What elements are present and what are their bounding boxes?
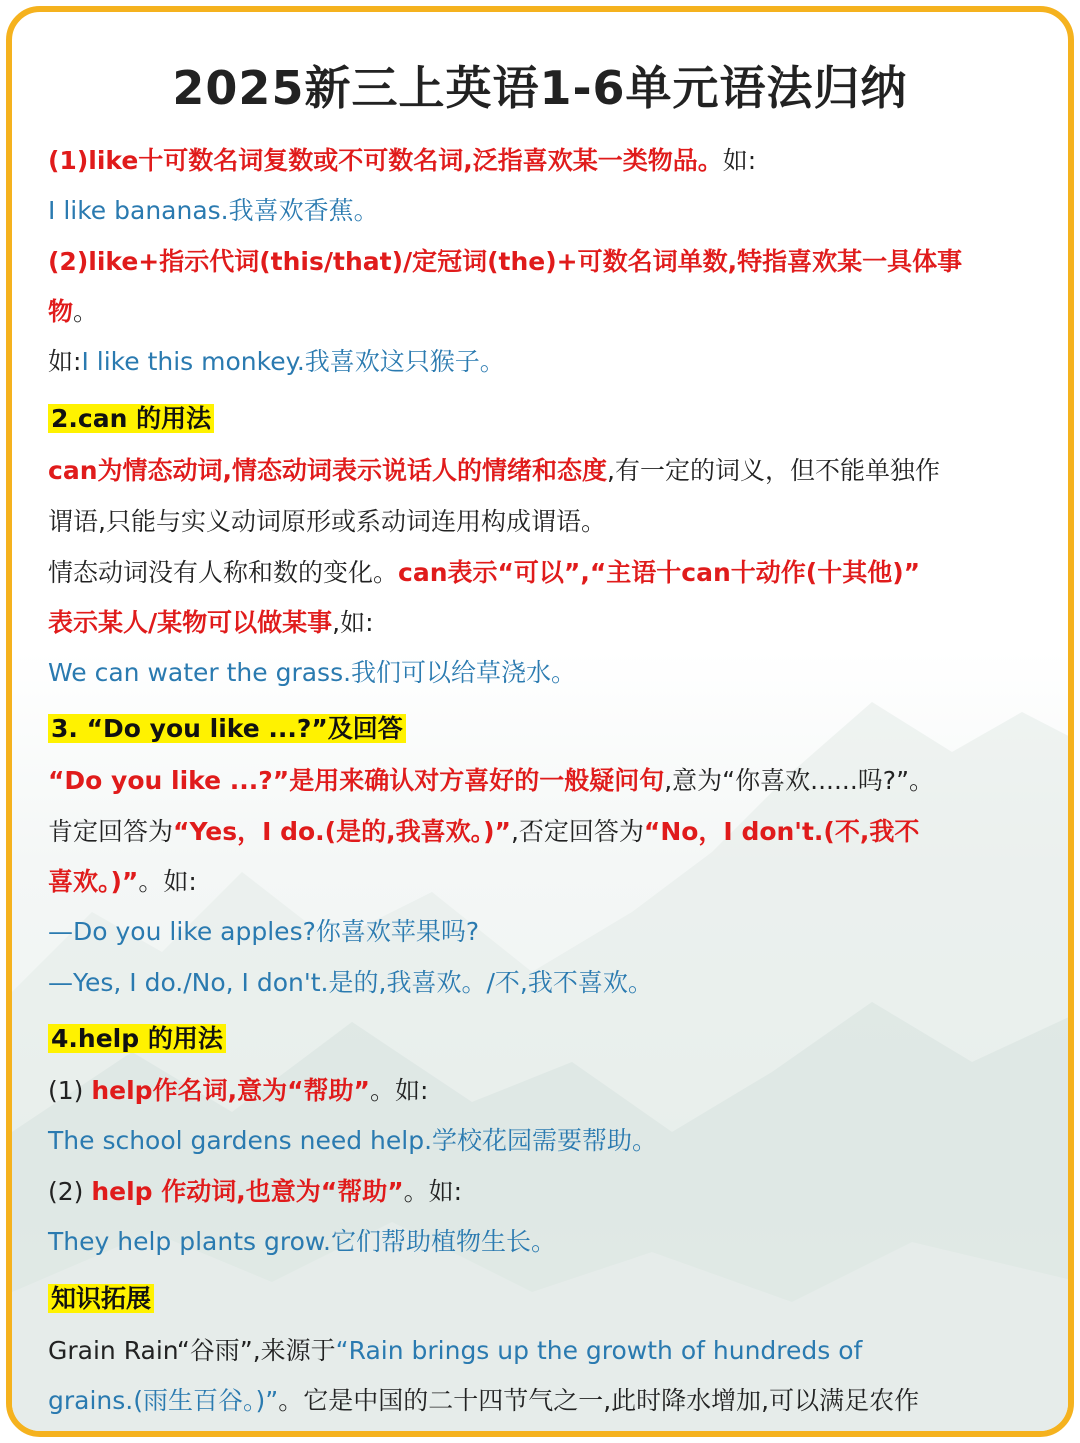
do-you-like-para-2-dark-a: 肯定回答为 [48, 817, 174, 846]
can-para-1-tail: ,有一定的词义，但不能单独作 [607, 456, 940, 485]
do-you-like-para-1-red: “Do you like ...?”是用来确认对方喜好的一般疑问句 [48, 766, 665, 795]
extension-heading [48, 1282, 1032, 1316]
do-you-like-example-2: —Yes, I do./No, I don't.是的,我喜欢。/不,我不喜欢。 [48, 968, 653, 997]
like-rule-2-cont [48, 295, 1032, 329]
help-rule-1 [48, 1074, 1032, 1108]
like-example-1: I like bananas.我喜欢香蕉。 [48, 196, 379, 225]
like-rule-2 [48, 245, 1032, 279]
help-heading [48, 1022, 1032, 1056]
can-para-4 [48, 606, 1032, 640]
like-rule-1 [48, 144, 1032, 178]
help-heading-text: 4.help 的用法 [48, 1024, 226, 1053]
like-rule-2-text: (2)like+指示代词(this/that)/定冠词(the)+可数名词单数,特指喜欢某一具体事 [48, 247, 963, 276]
help-rule-1-tail: 。如: [369, 1076, 429, 1105]
do-you-like-example-1: —Do you like apples?你喜欢苹果吗? [48, 917, 480, 946]
help-rule-1-red: help作名词,意为“帮助” [91, 1076, 370, 1105]
like-rule-1-tail: 如: [722, 146, 757, 175]
extension-para-1 [48, 1334, 1032, 1368]
page-frame [6, 6, 1074, 1437]
like-rule-2-tail: 。 [73, 297, 99, 326]
do-you-like-yes-answer: “Yes，I do.(是的,我喜欢。)” [173, 817, 511, 846]
extension-para-2-dark: 。它是中国的二十四节气之一,此时降水增加,可以满足农作 [278, 1386, 920, 1415]
extension-heading-text: 知识拓展 [48, 1284, 154, 1313]
extension-para-2-blue: grains.(雨生百谷。)” [48, 1386, 279, 1415]
help-rule-1-prefix: (1) [48, 1076, 92, 1105]
can-heading [48, 402, 1032, 436]
can-para-2: 谓语,只能与实义动词原形或系动词连用构成谓语。 [48, 507, 606, 536]
can-para-3-dark: 情态动词没有人称和数的变化。 [48, 558, 399, 587]
can-para-3 [48, 556, 1032, 590]
like-example-2-text: I like this monkey.我喜欢这只猴子。 [81, 347, 505, 376]
do-you-like-para-2-dark-b: ,否定回答为 [510, 817, 644, 846]
do-you-like-no-answer: “No，I don't.(不,我不 [643, 817, 920, 846]
like-rule-1-text: (1)like十可数名词复数或不可数名词,泛指喜欢某一类物品。 [48, 146, 723, 175]
extension-para-1-dark: Grain Rain“谷雨”,来源于 [48, 1336, 336, 1365]
do-you-like-para-1 [48, 764, 1032, 798]
help-rule-2-tail: 。如: [403, 1177, 463, 1206]
can-para-4-tail: ,如: [332, 608, 374, 637]
help-rule-2 [48, 1175, 1032, 1209]
extension-para-1-blue: “Rain brings up the growth of hundreds of [335, 1336, 863, 1365]
do-you-like-para-3-tail: 。如: [138, 867, 197, 896]
can-para-1 [48, 454, 1032, 488]
help-example-1: The school gardens need help.学校花园需要帮助。 [48, 1126, 658, 1155]
do-you-like-para-3 [48, 865, 1032, 899]
can-para-4-red: 表示某人/某物可以做某事 [48, 608, 333, 637]
do-you-like-heading [48, 712, 1032, 746]
do-you-like-para-1-tail: ,意为“你喜欢......吗?”。 [664, 766, 935, 795]
can-example: We can water the grass.我们可以给草浇水。 [48, 658, 577, 687]
do-you-like-no-answer-end: 喜欢。)” [48, 867, 139, 896]
do-you-like-para-2 [48, 815, 1032, 849]
can-heading-text: 2.can 的用法 [48, 404, 214, 433]
like-example-2-prefix: 如: [48, 347, 82, 376]
like-rule-2-text-end: 物 [48, 297, 74, 326]
help-rule-2-red: help 作动词,也意为“帮助” [91, 1177, 404, 1206]
extension-para-2 [48, 1384, 1032, 1418]
can-para-3-red: can表示“可以”,“主语十can十动作(十其他)” [398, 558, 921, 587]
like-example-2 [48, 345, 1032, 379]
help-example-2: They help plants grow.它们帮助植物生长。 [48, 1227, 556, 1256]
page-title: 2025新三上英语1-6单元语法归纳 [172, 61, 908, 115]
help-rule-2-prefix: (2) [48, 1177, 92, 1206]
do-you-like-heading-text: 3. “Do you like ...?”及回答 [48, 714, 406, 743]
can-para-1-red: can为情态动词,情态动词表示说话人的情绪和态度 [48, 456, 607, 485]
